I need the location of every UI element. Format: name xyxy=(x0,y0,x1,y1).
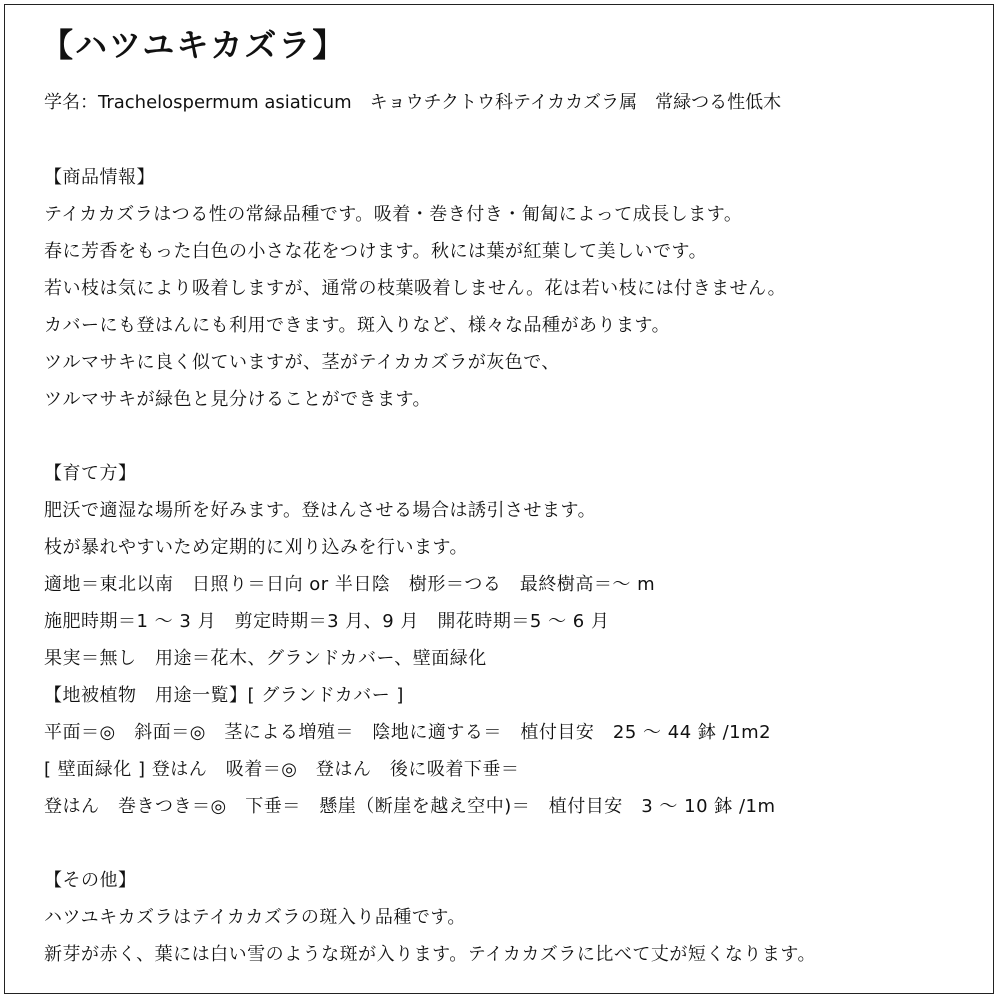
care-line: [ 壁面緑化 ] 登はん 吸着＝◎ 登はん 後に吸着下垂＝ xyxy=(44,759,520,780)
care-line: 【地被植物 用途一覧】[ グランドカバー ] xyxy=(44,685,404,706)
product-info-line: 春に芳香をもった白色の小さな花をつけます。秋には葉が紅葉して美しいです。 xyxy=(44,241,708,262)
care-line: 施肥時期＝1 ～ 3 月 剪定時期＝3 月、9 月 開花時期＝5 ～ 6 月 xyxy=(44,611,610,632)
other-heading: 【その他】 xyxy=(44,870,137,891)
care-line: 肥沃で適湿な場所を好みます。登はんさせる場合は誘引させます。 xyxy=(44,500,597,521)
scientific-name-line: 学名：Trachelospermum asiaticum キョウチクトウ科テイカカズラ属 常緑つる性低木 xyxy=(44,92,782,113)
care-heading: 【育て方】 xyxy=(44,463,137,484)
other-line: 新芽が赤く、葉には白い雪のような斑が入ります。テイカカズラに比べて丈が短くなります。 xyxy=(44,944,816,965)
product-info-line: ツルマサキに良く似ていますが、茎がテイカカズラが灰色で、 xyxy=(44,352,560,373)
page-title: 【ハツユキカズラ】 xyxy=(41,26,347,64)
product-info-heading: 【商品情報】 xyxy=(44,167,155,188)
product-info-line: テイカカズラはつる性の常緑品種です。吸着・巻き付き・匍匐によって成長します。 xyxy=(44,204,743,225)
product-info-line: 若い枝は気により吸着しますが、通常の枝葉吸着しません。花は若い枝には付きません。 xyxy=(44,278,787,299)
care-line: 適地＝東北以南 日照り＝日向 or 半日陰 樹形＝つる 最終樹高＝～ m xyxy=(44,574,656,595)
care-line: 登はん 巻きつき＝◎ 下垂＝ 懸崖（断崖を越え空中)＝ 植付目安 3 ～ 10 鉢 /1m xyxy=(44,796,776,817)
care-line: 果実＝無し 用途＝花木、グランドカバー、壁面緑化 xyxy=(44,648,487,669)
care-line: 平面＝◎ 斜面＝◎ 茎による増殖＝ 陰地に適する＝ 植付目安 25 ～ 44 鉢 /1m2 xyxy=(44,722,772,743)
product-info-line: カバーにも登はんにも利用できます。斑入りなど、様々な品種があります。 xyxy=(44,315,671,336)
product-info-line: ツルマサキが緑色と見分けることができます。 xyxy=(44,389,432,410)
care-line: 枝が暴れやすいため定期的に刈り込みを行います。 xyxy=(44,537,469,558)
other-line: ハツユキカズラはテイカカズラの斑入り品種です。 xyxy=(44,907,466,928)
